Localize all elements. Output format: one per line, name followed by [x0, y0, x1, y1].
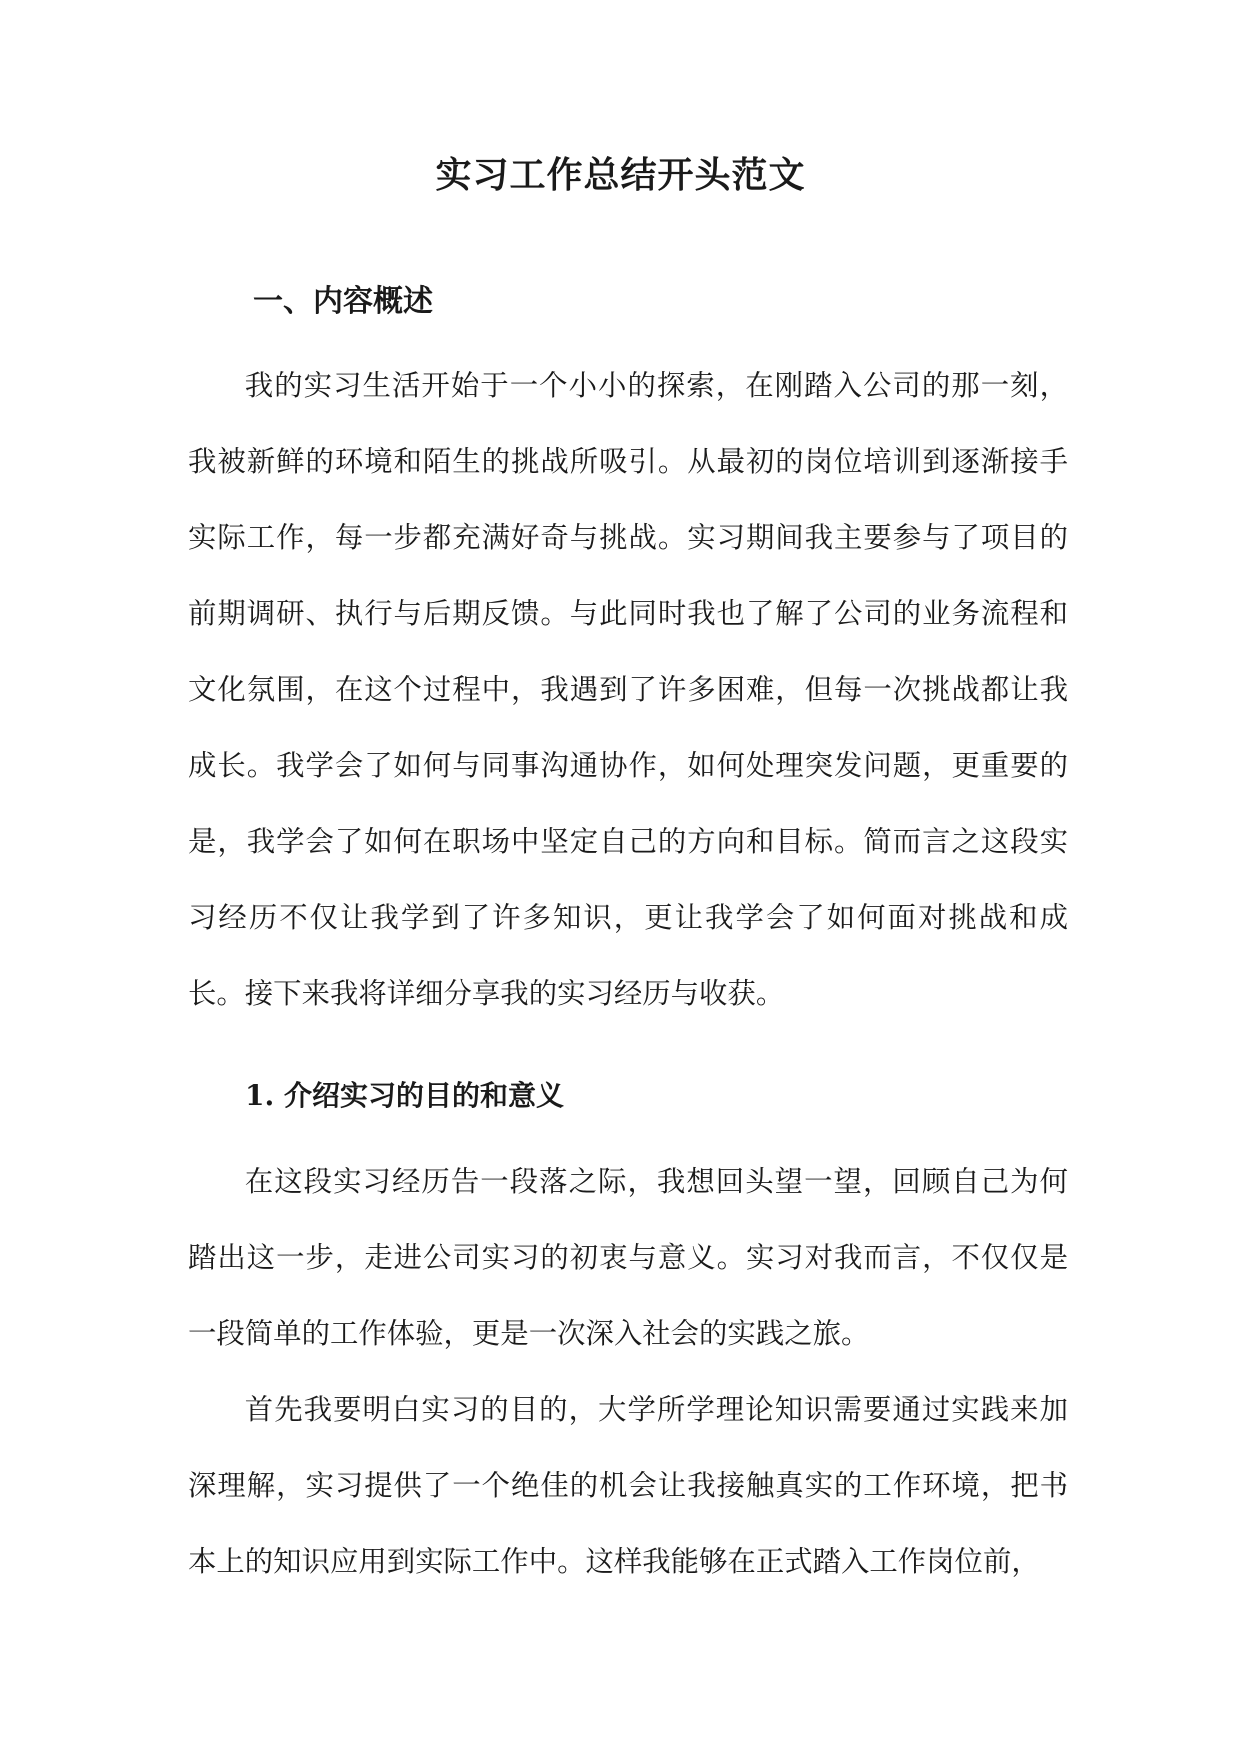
- purpose-paragraph-1: 在这段实习经历告一段落之际，我想回头望一望，回顾自己为何踏出这一步，走进公司实习的初衷与意义。实习对我而言，不仅仅是一段简单的工作体验，更是一次深入社会的实践之旅。: [188, 1165, 1068, 1350]
- overview-paragraph: 我的实习生活开始于一个小小的探索，在刚踏入公司的那一刻，我被新鲜的环境和陌生的挑战所吸引。从最初的岗位培训到逐渐接手实际工作，每一步都充满好奇与挑战。实习期间我主要参与了项目的前期调研、执行与后期反馈。与此同时我也了解了公司的业务流程和文化氛围，在这个过程中，我遇到了许多困难，但每一次挑战都让我成长。我学会了如何与同事沟通协作，如何处理突发问题，更重要的是，我学会了如何在职场中坚定自己的方向和目标。简而言之这段实习经历不仅让我学到了许多知识，更让我学会了如何面对挑战和成长。接下来我将详细分享我的实习经历与收获。: [188, 369, 1068, 1010]
- purpose-paragraph-2: 首先我要明白实习的目的，大学所学理论知识需要通过实践来加深理解，实习提供了一个绝佳的机会让我接触真实的工作环境，把书本上的知识应用到实际工作中。这样我能够在正式踏入工作岗位前，: [188, 1393, 1068, 1578]
- section-heading-overview: 一、内容概述: [253, 284, 433, 319]
- document-title: 实习工作总结开头范文: [435, 154, 806, 196]
- subsection-heading-purpose: 1. 介绍实习的目的和意义: [245, 1079, 564, 1112]
